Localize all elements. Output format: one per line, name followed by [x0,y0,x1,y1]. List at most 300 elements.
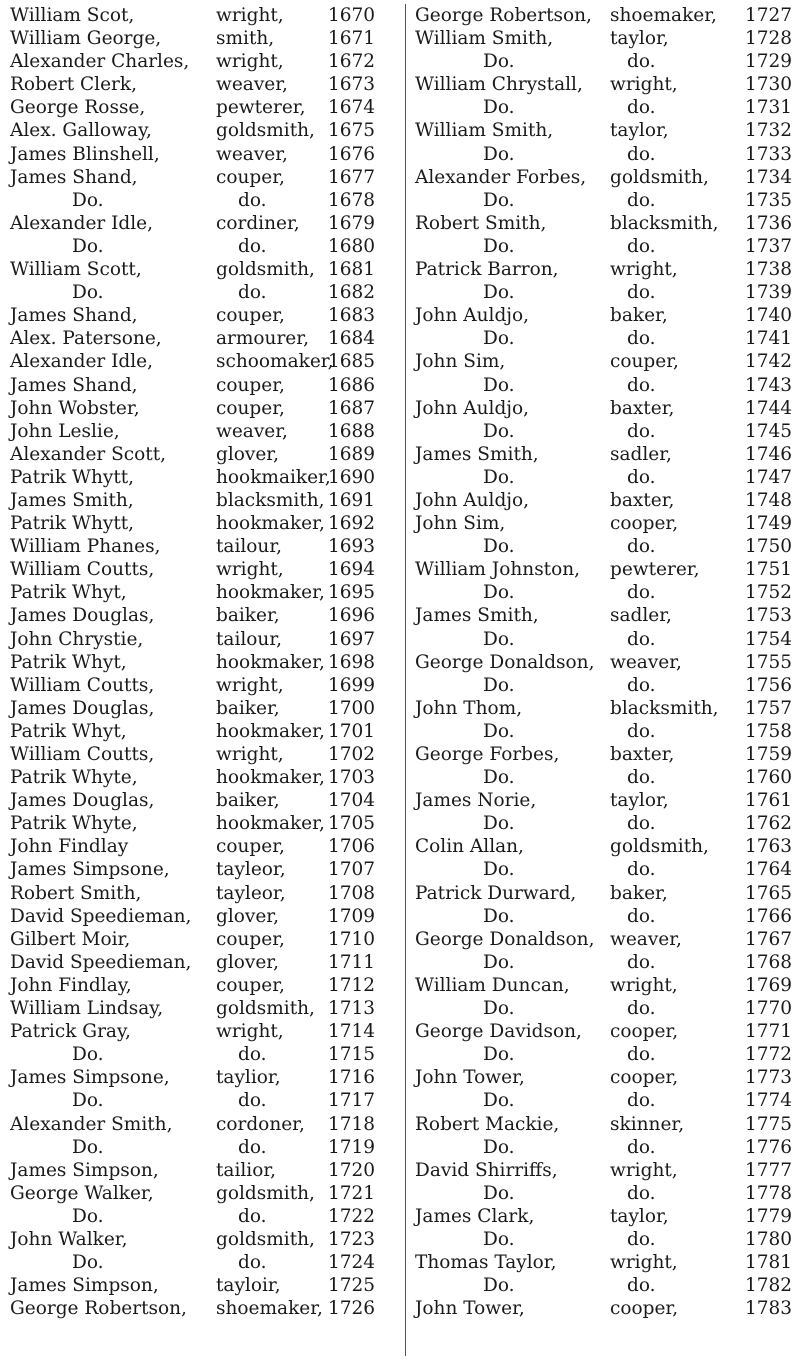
trade-name: cordiner, [216,212,300,234]
trade-name: shoemaker, [216,1298,323,1320]
year-value: 1741 [745,328,793,350]
trade-name: do. [627,813,656,835]
trade-name: do. [238,1252,267,1274]
list-row [10,489,398,512]
person-name: Do. [483,282,515,304]
trade-name: do. [627,1136,656,1158]
list-row [415,1205,812,1228]
trade-name: do. [627,189,656,211]
list-row [10,73,398,96]
year-value: 1692 [328,513,376,535]
trade-name: hookmaker, [216,651,325,673]
trade-name: do. [238,1136,267,1158]
list-row [10,4,398,27]
year-value: 1771 [745,1021,793,1043]
trade-name: couper, [216,397,285,419]
year-value: 1782 [745,1275,793,1297]
list-row [10,50,398,73]
year-value: 1726 [328,1298,376,1320]
person-name: Do. [483,859,515,881]
year-value: 1724 [328,1252,376,1274]
list-left-column [10,4,398,1320]
year-value: 1722 [328,1205,376,1227]
list-row [415,789,812,812]
person-name: Do. [483,1090,515,1112]
person-name: John Tower, [415,1298,525,1320]
trade-name: blacksmith, [610,697,719,719]
person-name: John Thom, [415,697,523,719]
year-value: 1723 [328,1228,376,1250]
list-row [10,235,398,258]
year-value: 1780 [745,1228,793,1250]
person-name: Do. [483,143,515,165]
person-name: Do. [72,1044,104,1066]
person-name: James Norie, [415,790,537,812]
list-row [10,743,398,766]
trade-name: goldsmith, [216,1228,315,1250]
person-name: John Chrystie, [10,628,144,650]
trade-name: skinner, [610,1113,685,1135]
trade-name: tailour, [216,536,283,558]
person-name: William Scott, [10,259,142,281]
year-value: 1766 [745,905,793,927]
trade-name: do. [627,1228,656,1250]
year-value: 1748 [745,489,793,511]
year-value: 1705 [328,813,376,835]
trade-name: hookmaker, [216,720,325,742]
list-row [10,1182,398,1205]
person-name: Do. [483,1182,515,1204]
person-name: William Phanes, [10,536,161,558]
list-row [415,581,812,604]
person-name: Alexander Idle, [10,351,154,373]
person-name: William Coutts, [10,674,155,696]
trade-name: blacksmith, [216,489,325,511]
person-name: William Coutts, [10,744,155,765]
year-value: 1681 [328,259,376,281]
trade-name: cooper, [610,513,679,535]
trade-name: couper, [216,374,285,396]
person-name: James Shand, [10,305,138,327]
list-row [10,466,398,489]
year-value: 1762 [745,813,793,835]
trade-name: cooper, [610,1021,679,1043]
list-row [10,651,398,674]
trade-name: do. [627,143,656,165]
person-name: Do. [483,97,515,119]
list-row [415,1113,812,1136]
year-value: 1677 [328,166,376,188]
person-name: Do. [483,998,515,1020]
person-name: James Smith, [10,489,134,511]
trade-name: cordoner, [216,1113,305,1135]
person-name: Patrik Whyte, [10,813,138,835]
trade-name: weaver, [216,74,288,96]
year-value: 1783 [745,1298,793,1320]
list-row [10,96,398,119]
trade-name: tayleor, [216,882,286,904]
list-row [415,743,812,766]
trade-name: weaver, [216,420,288,442]
list-row [415,4,812,27]
list-row [10,1251,398,1274]
person-name: Patrick Gray, [10,1021,131,1043]
trade-name: do. [238,1205,267,1227]
trade-name: baxter, [610,397,675,419]
trade-name: do. [627,328,656,350]
trade-name: do. [627,720,656,742]
person-name: George Donaldson, [415,928,595,950]
person-name: Do. [483,905,515,927]
year-value: 1764 [745,859,793,881]
trade-name: tayloir, [216,1275,281,1297]
trade-name: do. [627,536,656,558]
person-name: Alexander Idle, [10,212,154,234]
trade-name: wright, [216,744,284,765]
list-row [10,789,398,812]
person-name: Do. [483,813,515,835]
list-row [10,443,398,466]
list-row [415,350,812,373]
year-value: 1683 [328,305,376,327]
year-value: 1701 [328,720,376,742]
year-value: 1776 [745,1136,793,1158]
list-row [415,1182,812,1205]
trade-name: blacksmith, [610,212,719,234]
person-name: Patrik Whyte, [10,767,138,789]
trade-name: tailior, [216,1159,277,1181]
person-name: George Davidson, [415,1021,582,1043]
year-value: 1736 [745,212,793,234]
list-row [10,974,398,997]
year-value: 1763 [745,836,793,858]
person-name: Patrick Barron, [415,259,559,281]
list-row [415,951,812,974]
year-value: 1747 [745,466,793,488]
year-value: 1777 [745,1159,793,1181]
year-value: 1694 [328,559,376,581]
person-name: Do. [483,1136,515,1158]
person-name: Do. [483,374,515,396]
trade-name: hookmaiker, [216,466,331,488]
list-row [10,1113,398,1136]
list-row [10,951,398,974]
person-name: Robert Smith, [10,882,142,904]
year-value: 1713 [328,998,376,1020]
trade-name: cooper, [610,1298,679,1320]
list-row [10,1159,398,1182]
list-row [415,997,812,1020]
trade-name: wright, [216,1021,284,1043]
person-name: William Scot, [10,5,135,26]
year-value: 1774 [745,1090,793,1112]
year-value: 1744 [745,397,793,419]
list-row [415,1066,812,1089]
person-name: Do. [483,51,515,73]
person-name: Robert Clerk, [10,74,137,96]
trade-name: baiker, [216,605,280,627]
trade-name: do. [238,282,267,304]
person-name: John Sim, [415,513,506,535]
year-value: 1739 [745,282,793,304]
list-row [10,535,398,558]
trade-name: do. [627,374,656,396]
list-row [10,858,398,881]
person-name: James Simpson, [10,1159,159,1181]
person-name: James Shand, [10,374,138,396]
list-row [415,1043,812,1066]
person-name: Do. [483,466,515,488]
person-name: Do. [483,628,515,650]
trade-name: baxter, [610,489,675,511]
person-name: Do. [483,189,515,211]
year-value: 1730 [745,74,793,96]
list-row [10,166,398,189]
year-value: 1717 [328,1090,376,1112]
person-name: Do. [483,582,515,604]
year-value: 1759 [745,744,793,765]
trade-name: couper, [216,836,285,858]
year-value: 1700 [328,697,376,719]
person-name: John Auldjo, [415,397,530,419]
year-value: 1737 [745,235,793,257]
person-name: Do. [483,536,515,558]
year-value: 1680 [328,235,376,257]
trade-name: tayleor, [216,859,286,881]
trade-name: wright, [610,74,678,96]
trade-name: sadler, [610,605,672,627]
year-value: 1673 [328,74,376,96]
list-row [10,1297,398,1320]
year-value: 1696 [328,605,376,627]
list-row [415,628,812,651]
trade-name: do. [627,51,656,73]
trade-name: baiker, [216,697,280,719]
list-row [10,558,398,581]
list-row [415,1274,812,1297]
year-value: 1745 [745,420,793,442]
trade-name: do. [627,1182,656,1204]
list-row [415,651,812,674]
person-name: William Smith, [415,120,554,142]
person-name: James Simpsone, [10,859,170,881]
year-value: 1714 [328,1021,376,1043]
list-row [415,73,812,96]
list-row [10,1020,398,1043]
list-row [415,674,812,697]
year-value: 1752 [745,582,793,604]
person-name: James Simpson, [10,1275,159,1297]
year-value: 1715 [328,1044,376,1066]
year-value: 1710 [328,928,376,950]
year-value: 1727 [745,5,793,26]
list-row [415,166,812,189]
list-row [415,119,812,142]
person-name: Do. [483,674,515,696]
person-name: John Sim, [415,351,506,373]
trade-name: do. [627,282,656,304]
list-row [415,697,812,720]
year-value: 1708 [328,882,376,904]
list-row [10,835,398,858]
person-name: James Douglas, [10,605,155,627]
year-value: 1691 [328,489,376,511]
year-value: 1718 [328,1113,376,1135]
list-row [415,905,812,928]
trade-name: couper, [216,974,285,996]
list-row [10,1089,398,1112]
list-row [10,189,398,212]
list-row [415,928,812,951]
trade-name: shoemaker, [610,5,717,26]
list-row [10,604,398,627]
year-value: 1672 [328,51,376,73]
person-name: Patrik Whyt, [10,720,127,742]
year-value: 1742 [745,351,793,373]
list-row [10,374,398,397]
list-row [415,835,812,858]
year-value: 1755 [745,651,793,673]
list-row [415,1251,812,1274]
person-name: James Smith, [415,605,539,627]
list-row [415,327,812,350]
trade-name: hookmaker, [216,767,325,789]
person-name: Patrick Durward, [415,882,577,904]
person-name: David Shirriffs, [415,1159,558,1181]
year-value: 1779 [745,1205,793,1227]
trade-name: do. [238,235,267,257]
year-value: 1758 [745,720,793,742]
year-value: 1738 [745,259,793,281]
year-value: 1729 [745,51,793,73]
trade-name: do. [627,235,656,257]
year-value: 1750 [745,536,793,558]
person-name: William Chrystall, [415,74,583,96]
person-name: John Leslie, [10,420,120,442]
trade-name: do. [627,628,656,650]
person-name: Robert Smith, [415,212,547,234]
list-row [415,96,812,119]
trade-name: do. [238,1090,267,1112]
trade-name: glover, [216,905,279,927]
list-row [10,258,398,281]
trade-name: taylor, [610,28,669,50]
list-row [10,397,398,420]
list-row [10,928,398,951]
trade-name: goldsmith, [216,259,315,281]
trade-name: tailour, [216,628,283,650]
year-value: 1688 [328,420,376,442]
person-name: John Auldjo, [415,489,530,511]
list-row [415,1228,812,1251]
person-name: Do. [72,1205,104,1227]
trade-name: weaver, [610,928,682,950]
year-value: 1757 [745,697,793,719]
person-name: George Robertson, [415,5,592,26]
person-name: James Clark, [415,1205,535,1227]
person-name: William Coutts, [10,559,155,581]
person-name: Patrik Whytt, [10,466,135,488]
list-row [415,558,812,581]
trade-name: pewterer, [216,97,306,119]
year-value: 1687 [328,397,376,419]
trade-name: pewterer, [610,559,700,581]
list-row [415,1159,812,1182]
year-value: 1695 [328,582,376,604]
list-row [10,812,398,835]
trade-name: taylor, [610,1205,669,1227]
year-value: 1781 [745,1252,793,1274]
year-value: 1693 [328,536,376,558]
year-value: 1720 [328,1159,376,1181]
trade-name: do. [627,767,656,789]
list-row [10,143,398,166]
list-row [415,466,812,489]
list-row [415,27,812,50]
list-row [415,812,812,835]
person-name: Patrik Whyt, [10,651,127,673]
trade-name: couper, [216,305,285,327]
person-name: William Lindsay, [10,998,164,1020]
person-name: William Duncan, [415,974,570,996]
year-value: 1712 [328,974,376,996]
person-name: William Smith, [415,28,554,50]
year-value: 1698 [328,651,376,673]
trade-name: taylor, [610,120,669,142]
trade-name: do. [627,1044,656,1066]
trade-name: baker, [610,882,668,904]
list-row [10,1136,398,1159]
year-value: 1731 [745,97,793,119]
trade-name: taylior, [216,1067,281,1089]
trade-name: do. [627,905,656,927]
year-value: 1754 [745,628,793,650]
trade-name: do. [238,189,267,211]
person-name: Patrik Whyt, [10,582,127,604]
year-value: 1721 [328,1182,376,1204]
person-name: Do. [483,420,515,442]
trade-name: sadler, [610,443,672,465]
trade-name: do. [238,1044,267,1066]
year-value: 1719 [328,1136,376,1158]
person-name: Alexander Charles, [10,51,190,73]
person-name: Do. [483,1228,515,1250]
person-name: Do. [483,328,515,350]
year-value: 1707 [328,859,376,881]
trade-name: couper, [216,166,285,188]
year-value: 1670 [328,5,376,26]
year-value: 1735 [745,189,793,211]
person-name: John Auldjo, [415,305,530,327]
person-name: James Shand, [10,166,138,188]
list-row [10,327,398,350]
list-row [10,420,398,443]
person-name: George Donaldson, [415,651,595,673]
trade-name: goldsmith, [610,836,709,858]
person-name: John Findlay [10,836,129,858]
person-name: Do. [483,1275,515,1297]
list-row [415,766,812,789]
trade-name: wright, [610,1252,678,1274]
person-name: James Smith, [415,443,539,465]
year-value: 1671 [328,28,376,50]
year-value: 1769 [745,974,793,996]
person-name: Patrik Whytt, [10,513,135,535]
trade-name: wright, [216,674,284,696]
list-row [10,1043,398,1066]
list-right-column [415,4,812,1320]
year-value: 1761 [745,790,793,812]
